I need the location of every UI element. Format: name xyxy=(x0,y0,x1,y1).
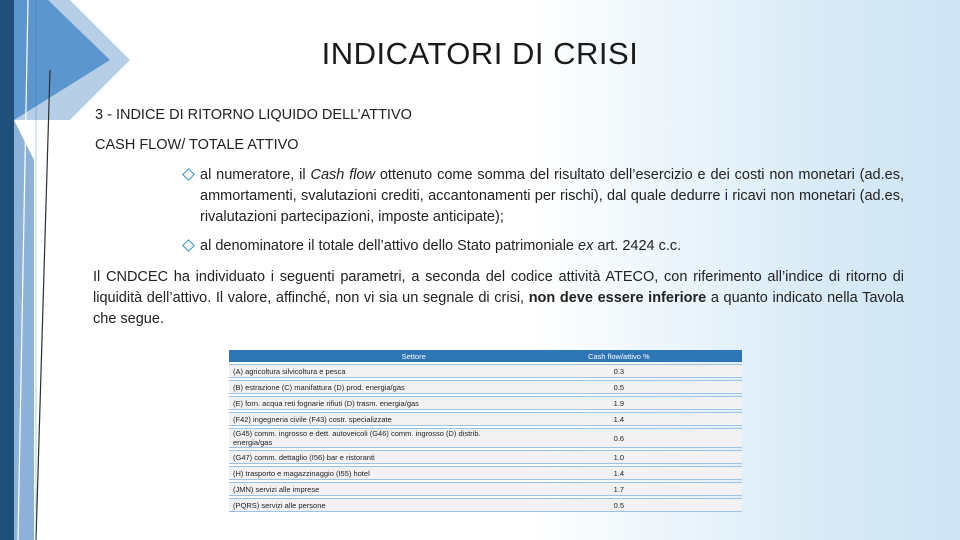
header-cashflow: Cash flow/attivo % xyxy=(496,350,742,362)
cell-value: 1.9 xyxy=(496,396,742,410)
table-row xyxy=(229,482,742,496)
cell-sector: (G47) comm. dettaglio (I56) bar e ristoranti xyxy=(229,450,496,464)
paragraph-text-pre: Il CNDCEC ha individuato i seguenti parametri, a seconda del codice attività ATECO, con riferimento all’indice di ritorno di liquidità dell’attivo. Il valore, affinché, non vi sia un segnale di crisi, xyxy=(93,269,904,306)
table-header-row xyxy=(229,350,742,362)
cell-value: 0.3 xyxy=(496,364,742,378)
cell-value: 1.4 xyxy=(496,412,742,426)
bullet-text-pre: al denominatore il totale dell’attivo dello Stato patrimoniale xyxy=(200,238,579,254)
paragraph-text-post: a quanto indicato nella Tavola che segue. xyxy=(93,290,904,327)
bullet-text-em: Cash flow xyxy=(310,167,375,183)
table-row xyxy=(229,466,742,480)
cell-sector: (G45) comm. ingrosso e dett. autoveicoli (G46) comm. ingrosso (D) distrib. energia/gas xyxy=(229,428,496,448)
bullet-numeratore xyxy=(200,165,904,228)
table-row xyxy=(229,428,742,448)
table-row xyxy=(229,396,742,410)
cell-sector: (F42) ingegneria civile (F43) costr. specializzate xyxy=(229,412,496,426)
cell-value: 1.7 xyxy=(496,482,742,496)
bullet-text-em: ex xyxy=(578,238,594,254)
header-settore: Settore xyxy=(229,350,496,362)
table-row xyxy=(229,364,742,378)
cell-value: 1.0 xyxy=(496,450,742,464)
cell-sector: (PQRS) servizi alle persone xyxy=(229,498,496,512)
paragraph-text-bold: non deve essere inferiore xyxy=(528,290,707,306)
parameters-table xyxy=(229,348,742,514)
bullet-denominatore xyxy=(200,236,904,257)
cell-sector: (JMN) servizi alle imprese xyxy=(229,482,496,496)
cell-sector: (B) estrazione (C) manifattura (D) prod. energia/gas xyxy=(229,380,496,394)
body-paragraph xyxy=(93,267,904,330)
cell-sector: (E) forn. acqua reti fognarie rifiuti (D) trasm. energia/gas xyxy=(229,396,496,410)
cell-value: 0.5 xyxy=(496,380,742,394)
table-row xyxy=(229,380,742,394)
cell-value: 1.4 xyxy=(496,466,742,480)
section-heading: 3 - INDICE DI RITORNO LIQUIDO DELL’ATTIVO xyxy=(95,107,412,123)
bullet-text-pre: al numeratore, il xyxy=(200,167,311,183)
bullet-text-post: art. 2424 c.c. xyxy=(593,238,682,254)
page-title: INDICATORI DI CRISI xyxy=(321,36,639,71)
table-row xyxy=(229,498,742,512)
bullet-text-post: ottenuto come somma del risultato dell’esercizio e dei costi non monetari (ad.es, ammortamenti, svalutazioni crediti, accantonamenti per rischi), dal quale dedurre i ricavi non monetari (ad.es, rivalutazioni partecipazioni, imposte anticipate); xyxy=(200,167,904,225)
table-row xyxy=(229,412,742,426)
cell-value: 0.5 xyxy=(496,498,742,512)
formula-heading: CASH FLOW/ TOTALE ATTIVO xyxy=(95,137,299,153)
cell-sector: (A) agricoltura silvicoltura e pesca xyxy=(229,364,496,378)
table-row xyxy=(229,450,742,464)
cell-sector: (H) trasporto e magazzinaggio (I55) hotel xyxy=(229,466,496,480)
cell-value: 0.6 xyxy=(496,428,742,448)
